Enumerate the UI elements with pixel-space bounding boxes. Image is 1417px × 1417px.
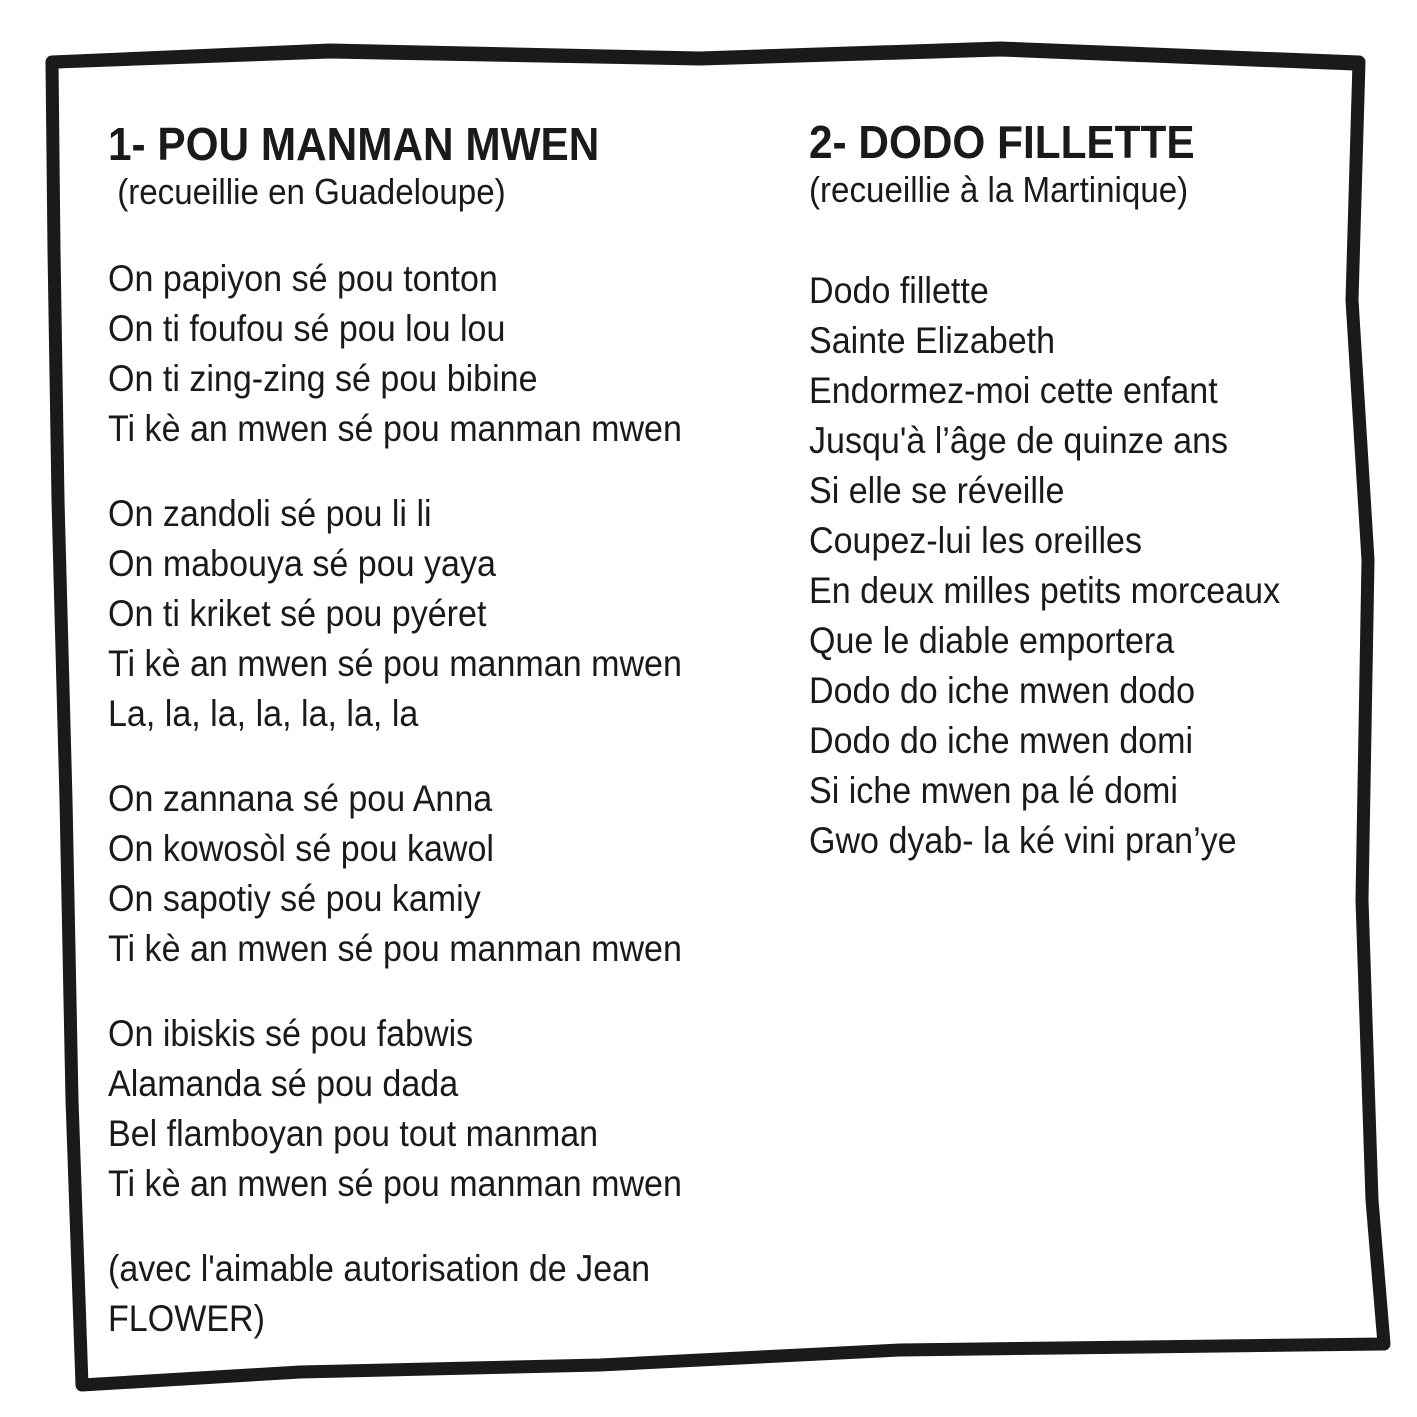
song-1-stanza-1: [108, 254, 732, 454]
lyric-line: On ti foufou sé pou lou lou: [108, 308, 506, 349]
lyric-line: On ti zing-zing sé pou bibine: [108, 358, 538, 399]
song-2-column: [809, 116, 1321, 866]
lyric-line: Coupez-lui les oreilles: [809, 520, 1142, 561]
song-1-column: [108, 118, 732, 1344]
lyric-line: On mabouya sé pou yaya: [108, 543, 496, 584]
lyric-line: Bel flamboyan pou tout manman: [108, 1113, 599, 1154]
song-2-title: 2- DODO FILLETTE: [809, 116, 1195, 168]
lyric-line: On zandoli sé pou li li: [108, 493, 432, 534]
lyric-line: Dodo do iche mwen domi: [809, 720, 1194, 761]
lyric-line: Endormez-moi cette enfant: [809, 370, 1218, 411]
lyric-line: On sapotiy sé pou kamiy: [108, 878, 481, 919]
song-2-stanza-1: [809, 266, 1321, 866]
lyric-line: Alamanda sé pou dada: [108, 1063, 459, 1104]
song-1-stanza-3: [108, 774, 732, 974]
credit-line: FLOWER): [108, 1298, 265, 1339]
lyric-line: On ti kriket sé pou pyéret: [108, 593, 487, 634]
lyric-line: Ti kè an mwen sé pou manman mwen: [108, 928, 682, 969]
lyric-line: Ti kè an mwen sé pou manman mwen: [108, 408, 682, 449]
song-1-title: 1- POU MANMAN MWEN: [108, 118, 600, 170]
lyric-line: On papiyon sé pou tonton: [108, 258, 498, 299]
lyric-line: Gwo dyab- la ké vini pran’ye: [809, 820, 1237, 861]
lyric-line: Si elle se réveille: [809, 470, 1065, 511]
lyric-line: On ibiskis sé pou fabwis: [108, 1013, 474, 1054]
lyric-line: Que le diable emportera: [809, 620, 1175, 661]
lyric-line: En deux milles petits morceaux: [809, 570, 1281, 611]
lyric-line: La, la, la, la, la, la, la: [108, 693, 419, 734]
lyric-line: Dodo do iche mwen dodo: [809, 670, 1196, 711]
lyric-line: Dodo fillette: [809, 270, 989, 311]
song-1-credit: [108, 1244, 732, 1344]
song-1-stanza-4: [108, 1009, 732, 1209]
lyric-line: Si iche mwen pa lé domi: [809, 770, 1178, 811]
song-1-subtitle: (recueillie en Guadeloupe): [117, 171, 506, 212]
lyric-line: On kowosòl sé pou kawol: [108, 828, 494, 869]
song-2-subtitle: (recueillie à la Martinique): [809, 169, 1189, 210]
lyric-line: Ti kè an mwen sé pou manman mwen: [108, 643, 682, 684]
lyric-line: Jusqu'à l’âge de quinze ans: [809, 420, 1229, 461]
song-1-stanza-2: [108, 489, 732, 739]
credit-line: (avec l'aimable autorisation de Jean: [108, 1248, 651, 1289]
lyric-line: On zannana sé pou Anna: [108, 778, 493, 819]
lyric-line: Sainte Elizabeth: [809, 320, 1056, 361]
lyric-line: Ti kè an mwen sé pou manman mwen: [108, 1163, 682, 1204]
